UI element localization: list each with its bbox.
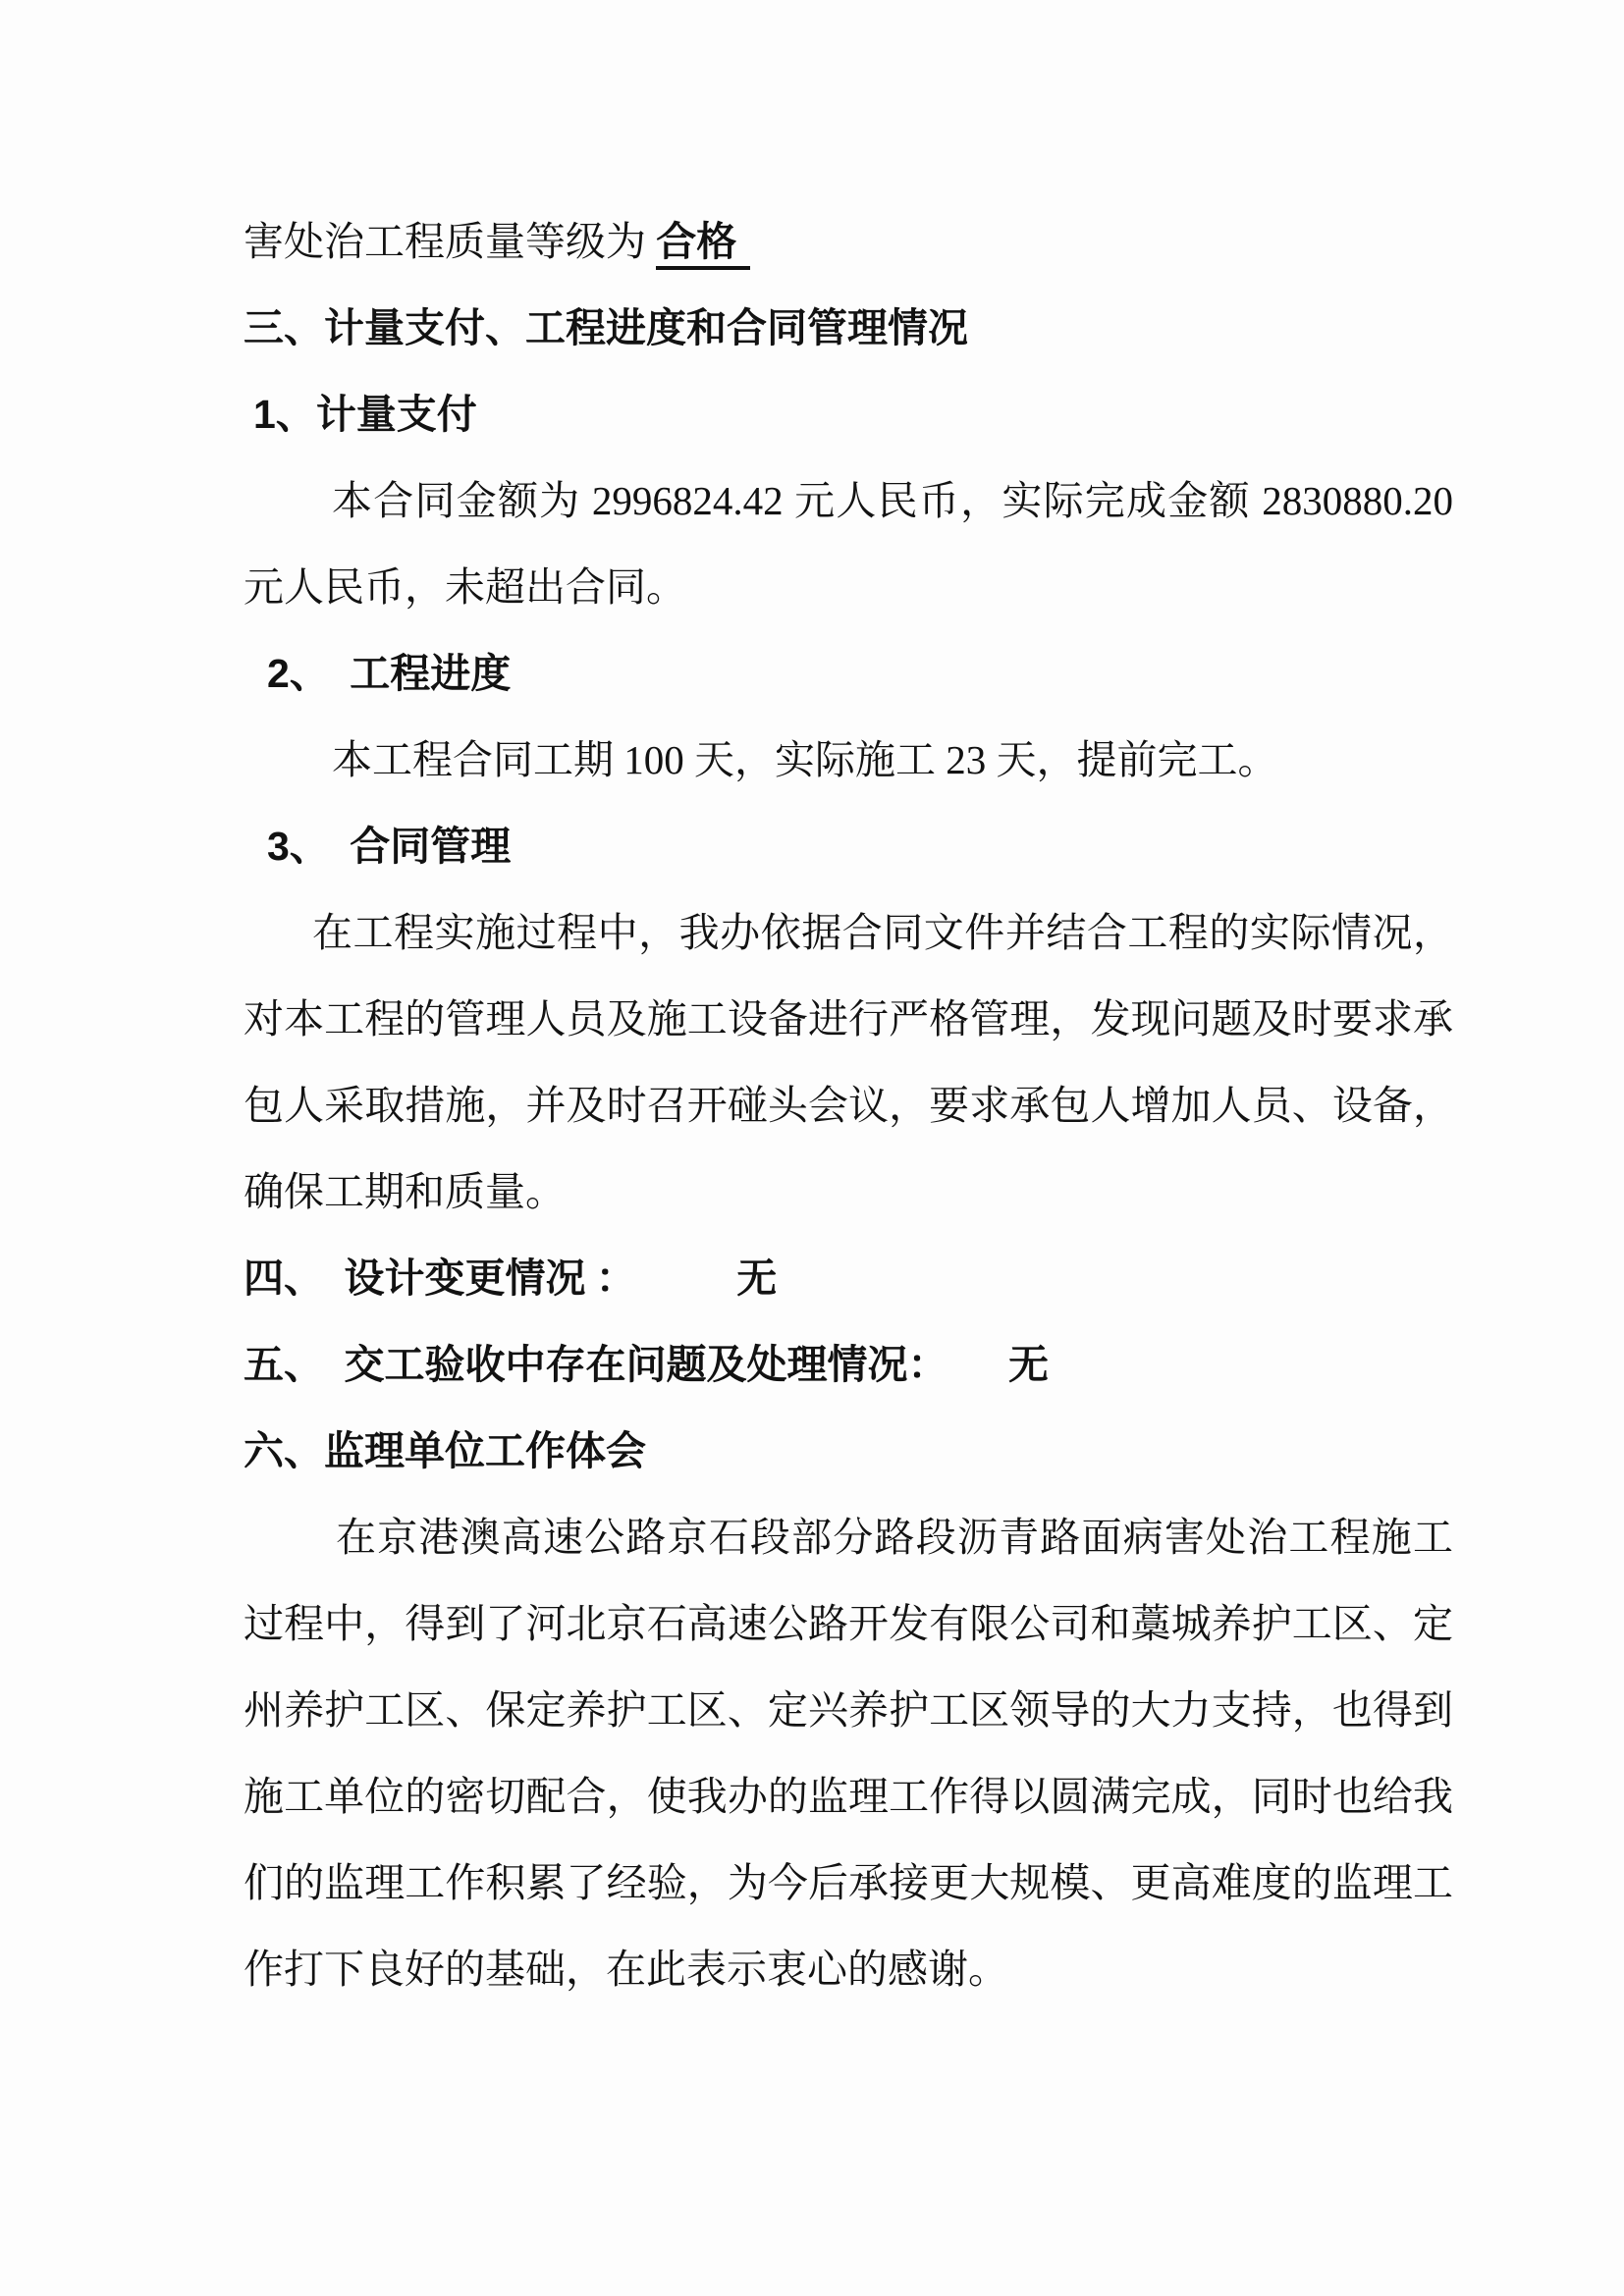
heading-sub-2 bbox=[244, 630, 1453, 717]
paragraph-quality-grade bbox=[244, 198, 1453, 285]
quality-grade-text: 害处治工程质量等级为 bbox=[244, 219, 657, 264]
heading-sub-2-title: 工程进度 bbox=[309, 651, 512, 696]
heading-section-five: 五、 交工验收中存在问题及处理情况： 无 bbox=[244, 1342, 1049, 1387]
heading-sub-3-title: 合同管理 bbox=[309, 824, 512, 869]
heading-sub-3-number: 3、 bbox=[267, 824, 310, 869]
heading-section-three: 三、计量支付、工程进度和合同管理情况 bbox=[244, 305, 968, 350]
paragraph-progress: 本工程合同工期 100 天，实际施工 23 天，提前完工。 bbox=[332, 737, 1278, 782]
heading-sub-1-number: 1、 bbox=[253, 392, 316, 437]
heading-sub-1-title: 计量支付 bbox=[315, 392, 477, 437]
paragraph-payment: 本合同金额为 2996824.42 元人民币，实际完成金额 2830880.20 元人民币，未超出合同。 bbox=[244, 478, 1464, 610]
paragraph-supervision-remarks: 在京港澳高速公路京石段部分路段沥青路面病害处治工程施工过程中，得到了河北京石高速公路开发有限公司和藁城养护工区、定州养护工区、保定养护工区、定兴养护工区领导的大力支持，也得到施工单位的密切配合，使我办的监理工作得以圆满完成，同时也给我们的监理工作积累了经验，为今后承接更大规模、更高难度的监理工作打下良好的基础，在此表示衷心的感谢。 bbox=[244, 1515, 1453, 1992]
paragraph-contract-management: 在工程实施过程中，我办依据合同文件并结合工程的实际情况，对本工程的管理人员及施工设备进行严格管理，发现问题及时要求承包人采取措施，并及时召开碰头会议，要求承包人增加人员、设备，确保工期和质量。 bbox=[244, 910, 1453, 1214]
quality-grade-value: 合格 bbox=[656, 219, 750, 270]
heading-sub-2-number: 2、 bbox=[267, 651, 310, 696]
heading-section-six: 六、监理单位工作体会 bbox=[244, 1428, 646, 1473]
heading-sub-1 bbox=[244, 371, 1453, 457]
heading-sub-3 bbox=[244, 803, 1453, 889]
heading-section-four: 四、 设计变更情况 ： 无 bbox=[244, 1255, 778, 1301]
